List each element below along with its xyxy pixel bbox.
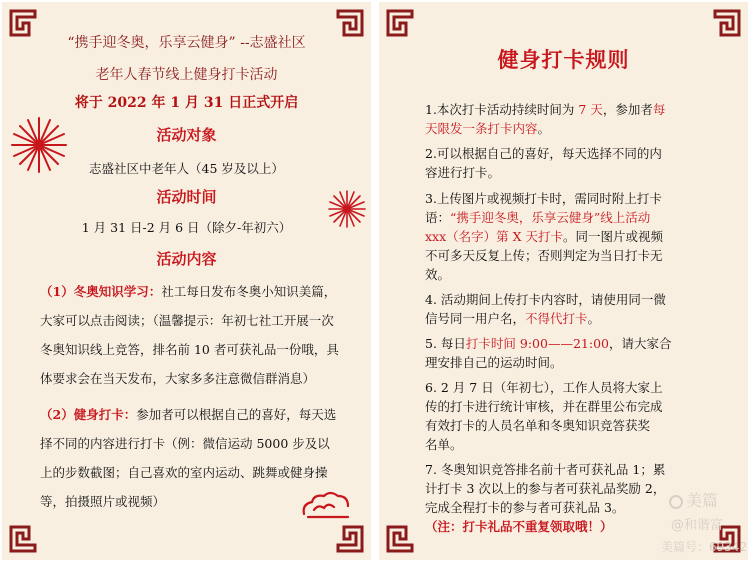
rule-text: 语： bbox=[425, 210, 451, 225]
rule-7-line3: 完成全程打卡的参与者可获礼品 3。 bbox=[425, 500, 625, 515]
time-text: 1 月 31 日-2 月 6 日（除夕-年初六） bbox=[81, 220, 292, 235]
rule-6-line3: 有效打卡的人员名单和冬奥知识竞答获奖 bbox=[425, 418, 651, 433]
corner-ornament-icon bbox=[385, 524, 415, 554]
rule-5-line2: 理安排自己的运动时间。 bbox=[425, 355, 563, 370]
rule-highlight: 7 天 bbox=[578, 102, 603, 117]
content-item-2-label: （2）健身打卡： bbox=[40, 407, 137, 422]
content-item-2 bbox=[40, 400, 340, 516]
rule-3-line1: 3.上传图片或视频打卡时，需同时附上打卡 bbox=[425, 191, 662, 206]
corner-ornament-icon bbox=[712, 8, 742, 38]
content-item-2-text: 参加者可以根据自己的喜好，每天选择不同的内容进行打卡（例：微信运动 5000 步及以上的步数截图；自己喜欢的室内运动、跳舞或健身操等，拍摄照片或视频） bbox=[40, 407, 337, 509]
activity-poster-left bbox=[2, 2, 371, 560]
rule-text: ，请大家合 bbox=[608, 336, 672, 351]
rule-1-line2 bbox=[425, 119, 550, 137]
rule-highlight: “携手迎冬奥，乐享云健身”线上活动 bbox=[450, 210, 651, 225]
rule-1-line1 bbox=[425, 100, 665, 118]
activity-title-line1: “携手迎冬奥，乐享云健身” --志盛社区 bbox=[67, 35, 306, 51]
rule-3-line2 bbox=[425, 208, 650, 226]
rule-2-line2: 容进行打卡。 bbox=[425, 165, 501, 180]
content-heading: 活动内容 bbox=[156, 250, 217, 268]
rule-highlight: 不得代打卡 bbox=[525, 311, 588, 326]
watermark-handle: @和谐富 bbox=[671, 518, 724, 533]
rule-6-line4: 名单。 bbox=[425, 437, 463, 452]
watermark-number: 美篇号：69342 bbox=[661, 540, 748, 554]
rule-text: 。 bbox=[537, 121, 551, 136]
rule-text: 信号同一用户名， bbox=[425, 311, 526, 326]
rule-6-line2: 传的打卡进行统计审核，并在群里公布完成 bbox=[425, 399, 663, 414]
rule-4-line2 bbox=[425, 309, 600, 327]
rule-highlight: 天限发一条打卡内容 bbox=[425, 121, 538, 136]
watermark-brand bbox=[669, 488, 718, 511]
rules-poster-right bbox=[379, 2, 748, 560]
rule-3-line5: 效。 bbox=[425, 267, 451, 282]
activity-start-date: 将于 2022 年 1 月 31 日正式开启 bbox=[74, 95, 299, 111]
time-heading: 活动时间 bbox=[156, 188, 217, 206]
content-item-1-text: 社工每日发布冬奥小知识美篇，大家可以点击阅读；（温馨提示：年初七社工开展一次冬奥知识线上竞答，排名前 10 者可获礼品一份哦，具体要求会在当天发布，大家多多注意微信群消息） bbox=[40, 284, 339, 386]
activity-title-line2: 老年人春节线上健身打卡活动 bbox=[95, 67, 278, 83]
rule-7-line2: 计打卡 3 次以上的参与者可获礼品奖励 2， bbox=[425, 481, 666, 496]
rule-3-line4: 不可多天反复上传；否则判定为当日打卡无 bbox=[425, 248, 663, 263]
watermark-brand-text: 美篇 bbox=[686, 491, 719, 510]
corner-ornament-icon bbox=[8, 524, 38, 554]
rule-2-line1: 2.可以根据自己的喜好，每天选择不同的内 bbox=[425, 146, 662, 161]
rule-3-line3 bbox=[425, 227, 663, 245]
rule-text: 。同一图片或视频 bbox=[563, 229, 664, 244]
rule-text: 5. 每日 bbox=[425, 336, 466, 351]
rule-text: ，参加者 bbox=[602, 102, 653, 117]
rule-highlight: xxx（名字）第 X 天打卡 bbox=[425, 229, 563, 244]
rule-4-line1: 4. 活动期间上传打卡内容时，请使用同一微 bbox=[425, 292, 666, 307]
content-item-1 bbox=[40, 277, 340, 393]
rule-highlight: 打卡时间 9:00——21:00 bbox=[465, 336, 609, 351]
rule-highlight: 每 bbox=[652, 102, 666, 117]
rule-7-note: （注：打卡礼品不重复领取哦！） bbox=[425, 519, 613, 534]
brand-logo-icon bbox=[669, 495, 683, 509]
rule-text: 1.本次打卡活动持续时间为 bbox=[425, 102, 579, 117]
target-text: 志盛社区中老年人（45 岁及以上） bbox=[89, 161, 284, 176]
rule-6-line1: 6. 2 月 7 日（年初七），工作人员将大家上 bbox=[425, 380, 663, 395]
corner-ornament-icon bbox=[385, 8, 415, 38]
rules-title: 健身打卡规则 bbox=[497, 47, 630, 72]
content-item-1-label: （1）冬奥知识学习： bbox=[40, 284, 162, 299]
corner-ornament-icon bbox=[335, 524, 365, 554]
rule-5-line1 bbox=[425, 334, 672, 352]
rule-text: 。 bbox=[587, 311, 601, 326]
rule-7-line1: 7. 冬奥知识竞答排名前十者可获礼品 1；累 bbox=[425, 462, 666, 477]
target-heading: 活动对象 bbox=[156, 126, 217, 144]
